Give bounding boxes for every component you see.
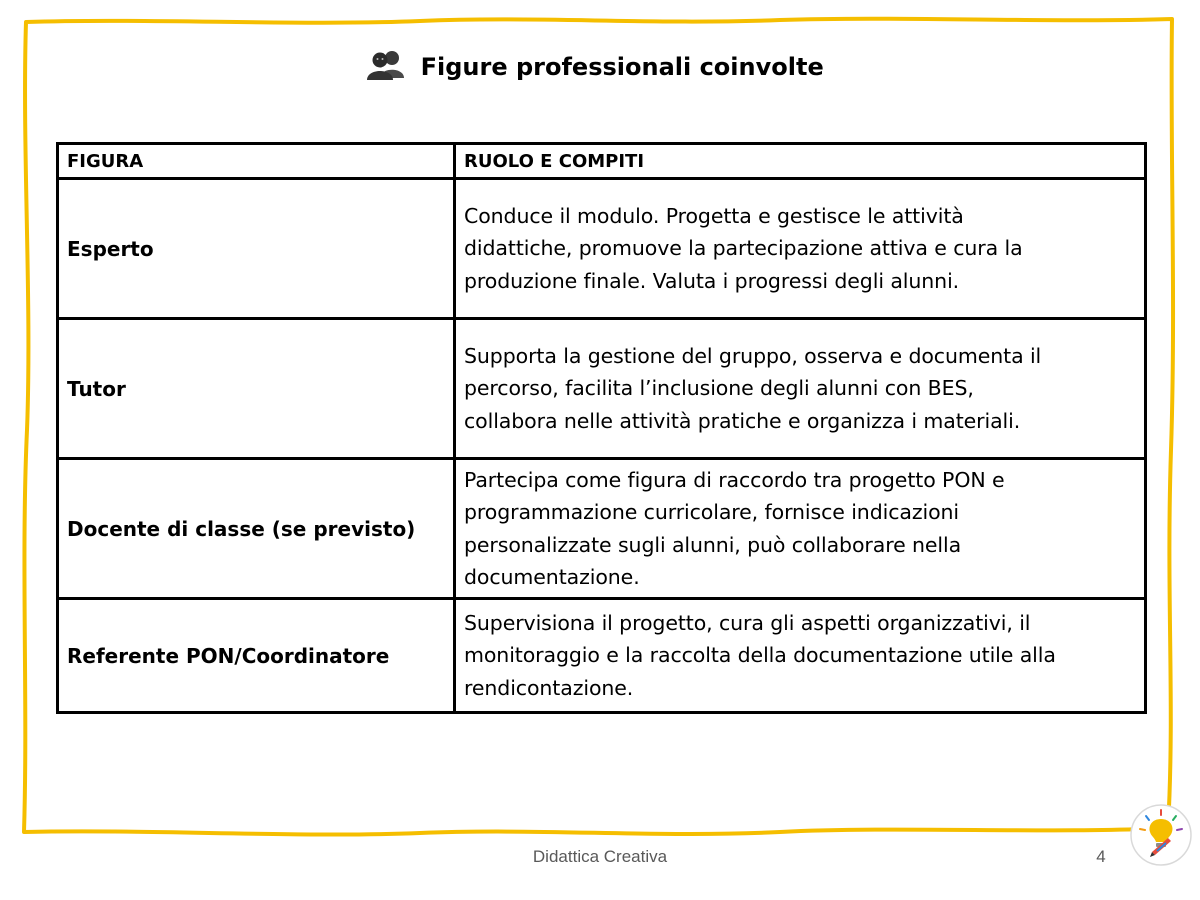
ruolo-line: collabora nelle attività pratiche e organizza i materiali.	[464, 408, 1021, 433]
ruolo-line: didattiche, promuove la partecipazione attiva e cura la	[464, 236, 1023, 261]
table-row	[58, 599, 1146, 713]
ruolo-cell	[455, 599, 1146, 713]
lightbulb-logo-icon	[1128, 802, 1194, 868]
slide-title-row	[0, 48, 1190, 85]
ruolo-cell	[455, 459, 1146, 599]
table-row	[58, 459, 1146, 599]
table-row	[58, 179, 1146, 319]
table-row	[58, 319, 1146, 459]
ruolo-cell	[455, 319, 1146, 459]
ruolo-line: produzione finale. Valuta i progressi degli alunni.	[464, 268, 960, 293]
ruolo-line: documentazione.	[464, 565, 640, 589]
ruolo-line: rendicontazione.	[464, 675, 634, 700]
ruolo-line: Supporta la gestione del gruppo, osserva e documenta il	[464, 343, 1042, 368]
two-people-icon	[366, 48, 406, 80]
table-header-row	[58, 144, 1146, 179]
ruolo-line: programmazione curricolare, fornisce indicazioni	[464, 500, 960, 524]
page-title: Figure professionali coinvolte	[420, 53, 824, 81]
figura-cell: Tutor	[58, 319, 455, 459]
ruolo-cell	[455, 179, 1146, 319]
ruolo-line: Partecipa come figura di raccordo tra progetto PON e	[464, 467, 1005, 492]
figura-cell: Docente di classe (se previsto)	[58, 459, 455, 599]
header-ruolo: RUOLO E COMPITI	[455, 144, 1146, 179]
ruolo-line: Conduce il modulo. Progetta e gestisce le attività	[464, 203, 964, 228]
figura-cell: Referente PON/Coordinatore	[58, 599, 455, 713]
figura-cell: Esperto	[58, 179, 455, 319]
page-number: 4	[1096, 847, 1106, 866]
ruolo-line: personalizzate sugli alunni, può collaborare nella	[464, 532, 962, 557]
ruolo-line: Supervisiona il progetto, cura gli aspetti organizzativi, il	[464, 610, 1031, 635]
ruolo-line: monitoraggio e la raccolta della documentazione utile alla	[464, 643, 1056, 668]
footer-label: Didattica Creativa	[532, 847, 668, 866]
roles-table	[56, 142, 1147, 714]
ruolo-line: percorso, facilita l’inclusione degli alunni con BES,	[464, 376, 974, 401]
header-figura: FIGURA	[58, 144, 455, 179]
